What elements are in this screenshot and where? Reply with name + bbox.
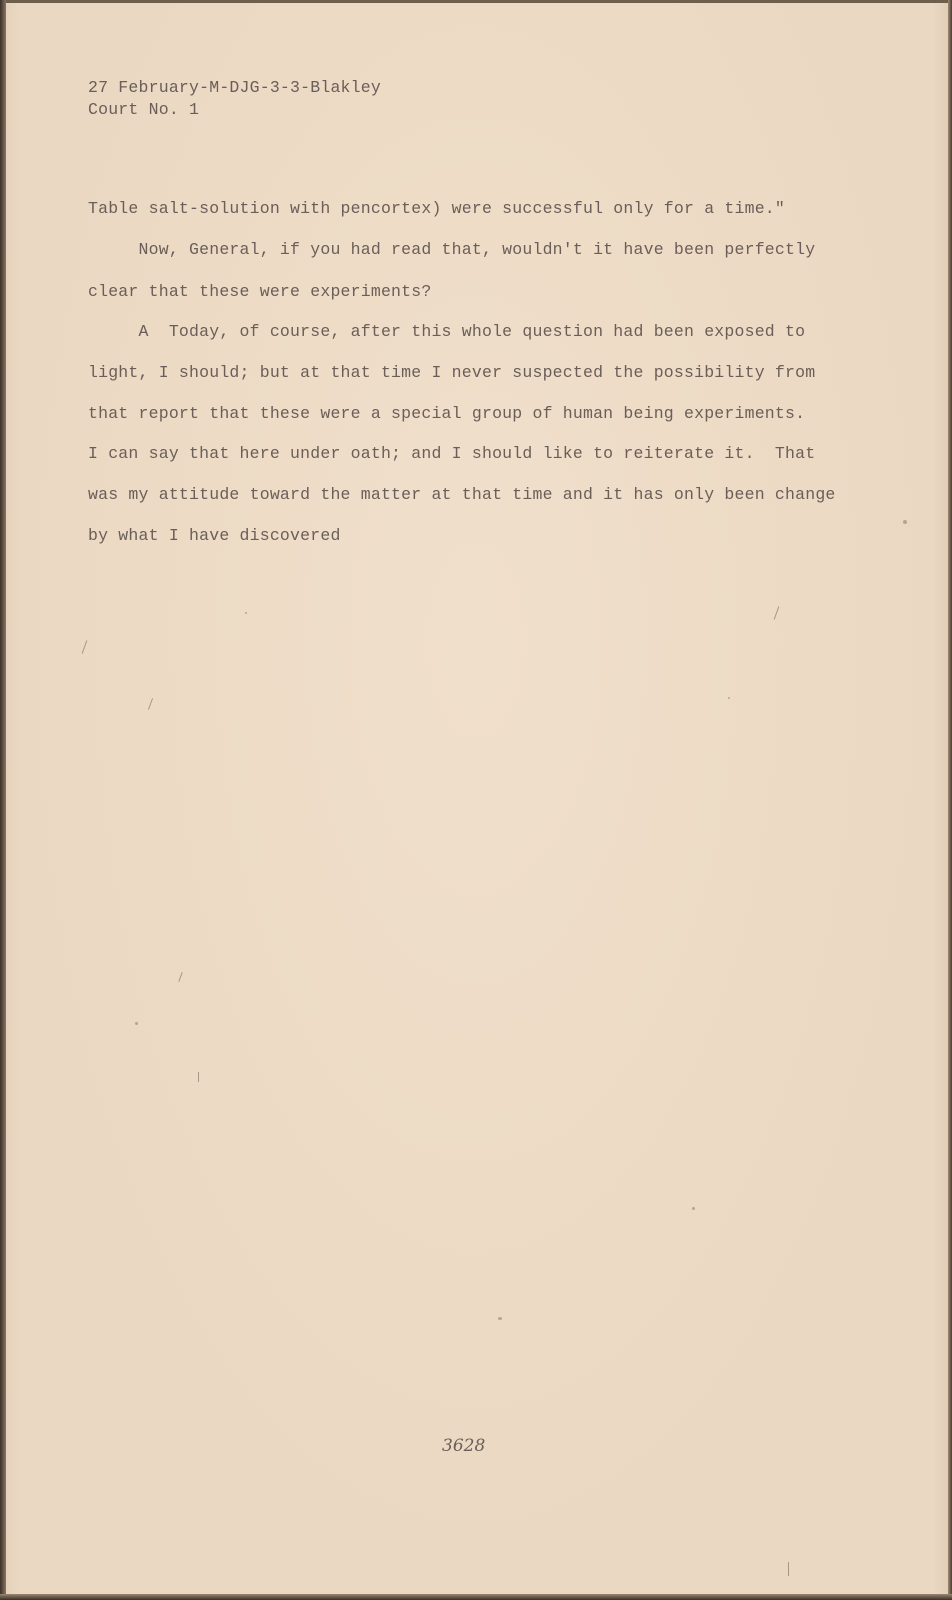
paper-speck (728, 697, 730, 699)
paper-speck (135, 1022, 138, 1025)
transcript-line: clear that these were experiments? (88, 282, 432, 301)
header-session-id: 27 February-M-DJG-3-3-Blakley (88, 78, 381, 97)
transcript-line: light, I should; but at that time I never suspected the possibility from (88, 363, 816, 382)
transcript-line: Now, General, if you had read that, wouldn't it have been perfectly (88, 240, 816, 259)
transcript-line: A Today, of course, after this whole question had been exposed to (88, 322, 806, 341)
transcript-line: I can say that here under oath; and I should like to reiterate it. That (88, 444, 816, 463)
transcript-line: that report that these were a special group of human being experiments. (88, 404, 806, 423)
paper-mark (788, 1562, 789, 1576)
page-number: 3628 (442, 1436, 486, 1456)
page-edge-left (0, 0, 6, 1600)
transcript-line: Table salt-solution with pencortex) were successful only for a time." (88, 199, 786, 218)
page-edge-right (948, 0, 952, 1600)
transcript-line: was my attitude toward the matter at that time and it has only been change (88, 485, 836, 504)
paper-speck (903, 520, 907, 524)
transcript-line: by what I have discovered (88, 526, 341, 545)
paper-mark (198, 1072, 199, 1082)
page-edge-top (0, 0, 952, 3)
paper-mark (148, 698, 153, 710)
paper-mark (82, 640, 88, 653)
paper-speck (498, 1317, 502, 1320)
header-court-number: Court No. 1 (88, 100, 200, 119)
paper-speck (245, 612, 247, 614)
page-edge-bottom (0, 1594, 952, 1600)
paper-speck (692, 1207, 695, 1210)
paper-mark (178, 972, 182, 982)
paper-mark (774, 606, 780, 619)
